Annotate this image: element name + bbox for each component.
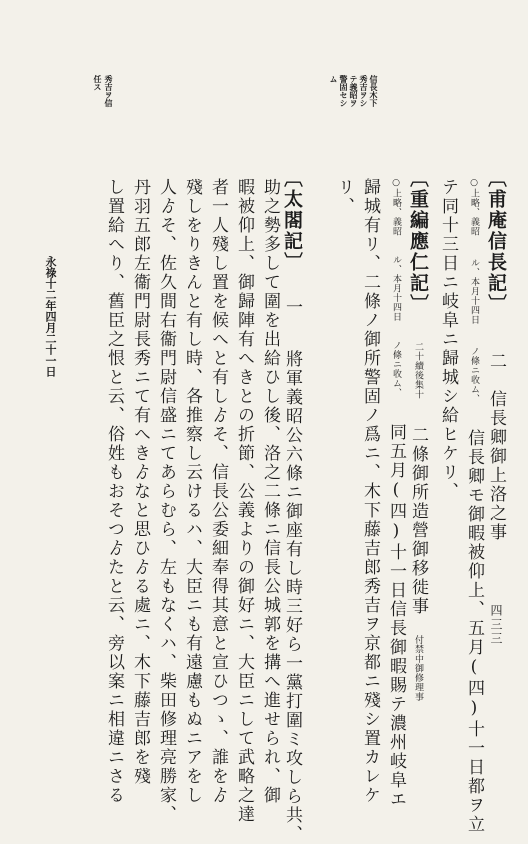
column-8 <box>279 168 306 844</box>
source-heading: 〔太閤記〕 <box>281 168 303 273</box>
margin-note-line: ム <box>329 75 338 83</box>
text-line: 一 <box>282 298 302 317</box>
section-heading: 二 信長卿御上洛之事 <box>486 352 506 542</box>
page-number: 四三三 <box>489 604 503 646</box>
inline-note: ○上略、義昭 <box>469 178 479 236</box>
column-12: 殘しをりきんと有し時、各推察し云けるハ、大臣ニも有遠慮もぬニアをし <box>182 178 202 805</box>
margin-note-line: 任ス <box>93 75 102 91</box>
text-line: 信長卿モ御暇被仰上、五月(四)十一日都ヲ立 <box>464 428 484 834</box>
text-line: 將軍義昭公六條ニ御座有し時三好ら一黨打圍ミ攻しら共、 <box>282 350 302 844</box>
inline-note: ノ條ニ收ム、 <box>391 340 401 398</box>
inline-note: ル、本月十四日 <box>469 258 479 325</box>
column-11: 者一人殘し置を候へと有しゟそ、信長公委細奉得其意と宣ひつゝ、誰をゟ <box>208 178 228 805</box>
text-line: 二條御所造營御移徙事 <box>408 426 428 616</box>
inline-note: ノ條ニ收ム、 <box>469 346 479 404</box>
column-13: 人ゟそ、佐久間右衞門尉信盛ニてあらむら、左もなくハ、柴田修理亮勝家、 <box>156 178 176 824</box>
column-2 <box>464 178 484 834</box>
column-7: リ、 <box>334 178 354 216</box>
inline-note: 二十續後集十 <box>413 342 423 399</box>
margin-note-line: 秀吉ヲシ <box>359 75 368 107</box>
column-15: し置給へり、舊臣之恨と云、俗姓もおそつゟたと云、旁以案ニ相違ニさる <box>104 178 124 805</box>
inline-note: ○上略、義昭 <box>391 178 401 236</box>
margin-note-line: 警固セシ <box>339 75 348 107</box>
column-10: 暇被仰上、御歸陣有へきとの折節、公義よりの御好ニ、大臣ニして武略之達 <box>234 178 254 824</box>
column-4 <box>405 168 432 702</box>
column-9: 助之勢多して圍を出給ひし後、洛之二條ニ信長公城郭を搆へ進せられ、御 <box>260 178 280 805</box>
text-line: 同五月(四)十一日信長御暇賜テ濃州岐阜エ <box>386 422 406 809</box>
source-heading: 〔甫庵信長記〕 <box>485 168 507 315</box>
date-note: 永祿十二年四月二十一日 <box>44 256 57 377</box>
inline-note: 付禁中御修理事 <box>413 635 423 702</box>
column-5 <box>386 178 406 809</box>
source-heading: 〔重編應仁記〕 <box>407 168 429 315</box>
column-1 <box>483 168 510 542</box>
inline-note: ル、本月十四日 <box>391 255 401 322</box>
margin-note-line: 信長木下 <box>369 75 378 107</box>
margin-note-line: テ義昭ヲ <box>349 75 358 107</box>
column-3: テ同十三日ニ岐阜ニ歸城シ給ヒケリ、 <box>438 178 458 501</box>
margin-note-line: 秀吉ヲ信 <box>104 75 113 107</box>
column-14: 丹羽五郎左衞門尉長秀ニて有へきゟなと思ひゟる處ニ、木下藤吉郎を殘 <box>130 178 150 786</box>
column-6: 歸城有リ、二條ノ御所警固ノ爲ニ、木下藤吉郎秀吉ヲ京都ニ殘シ置カレケ <box>360 178 380 805</box>
